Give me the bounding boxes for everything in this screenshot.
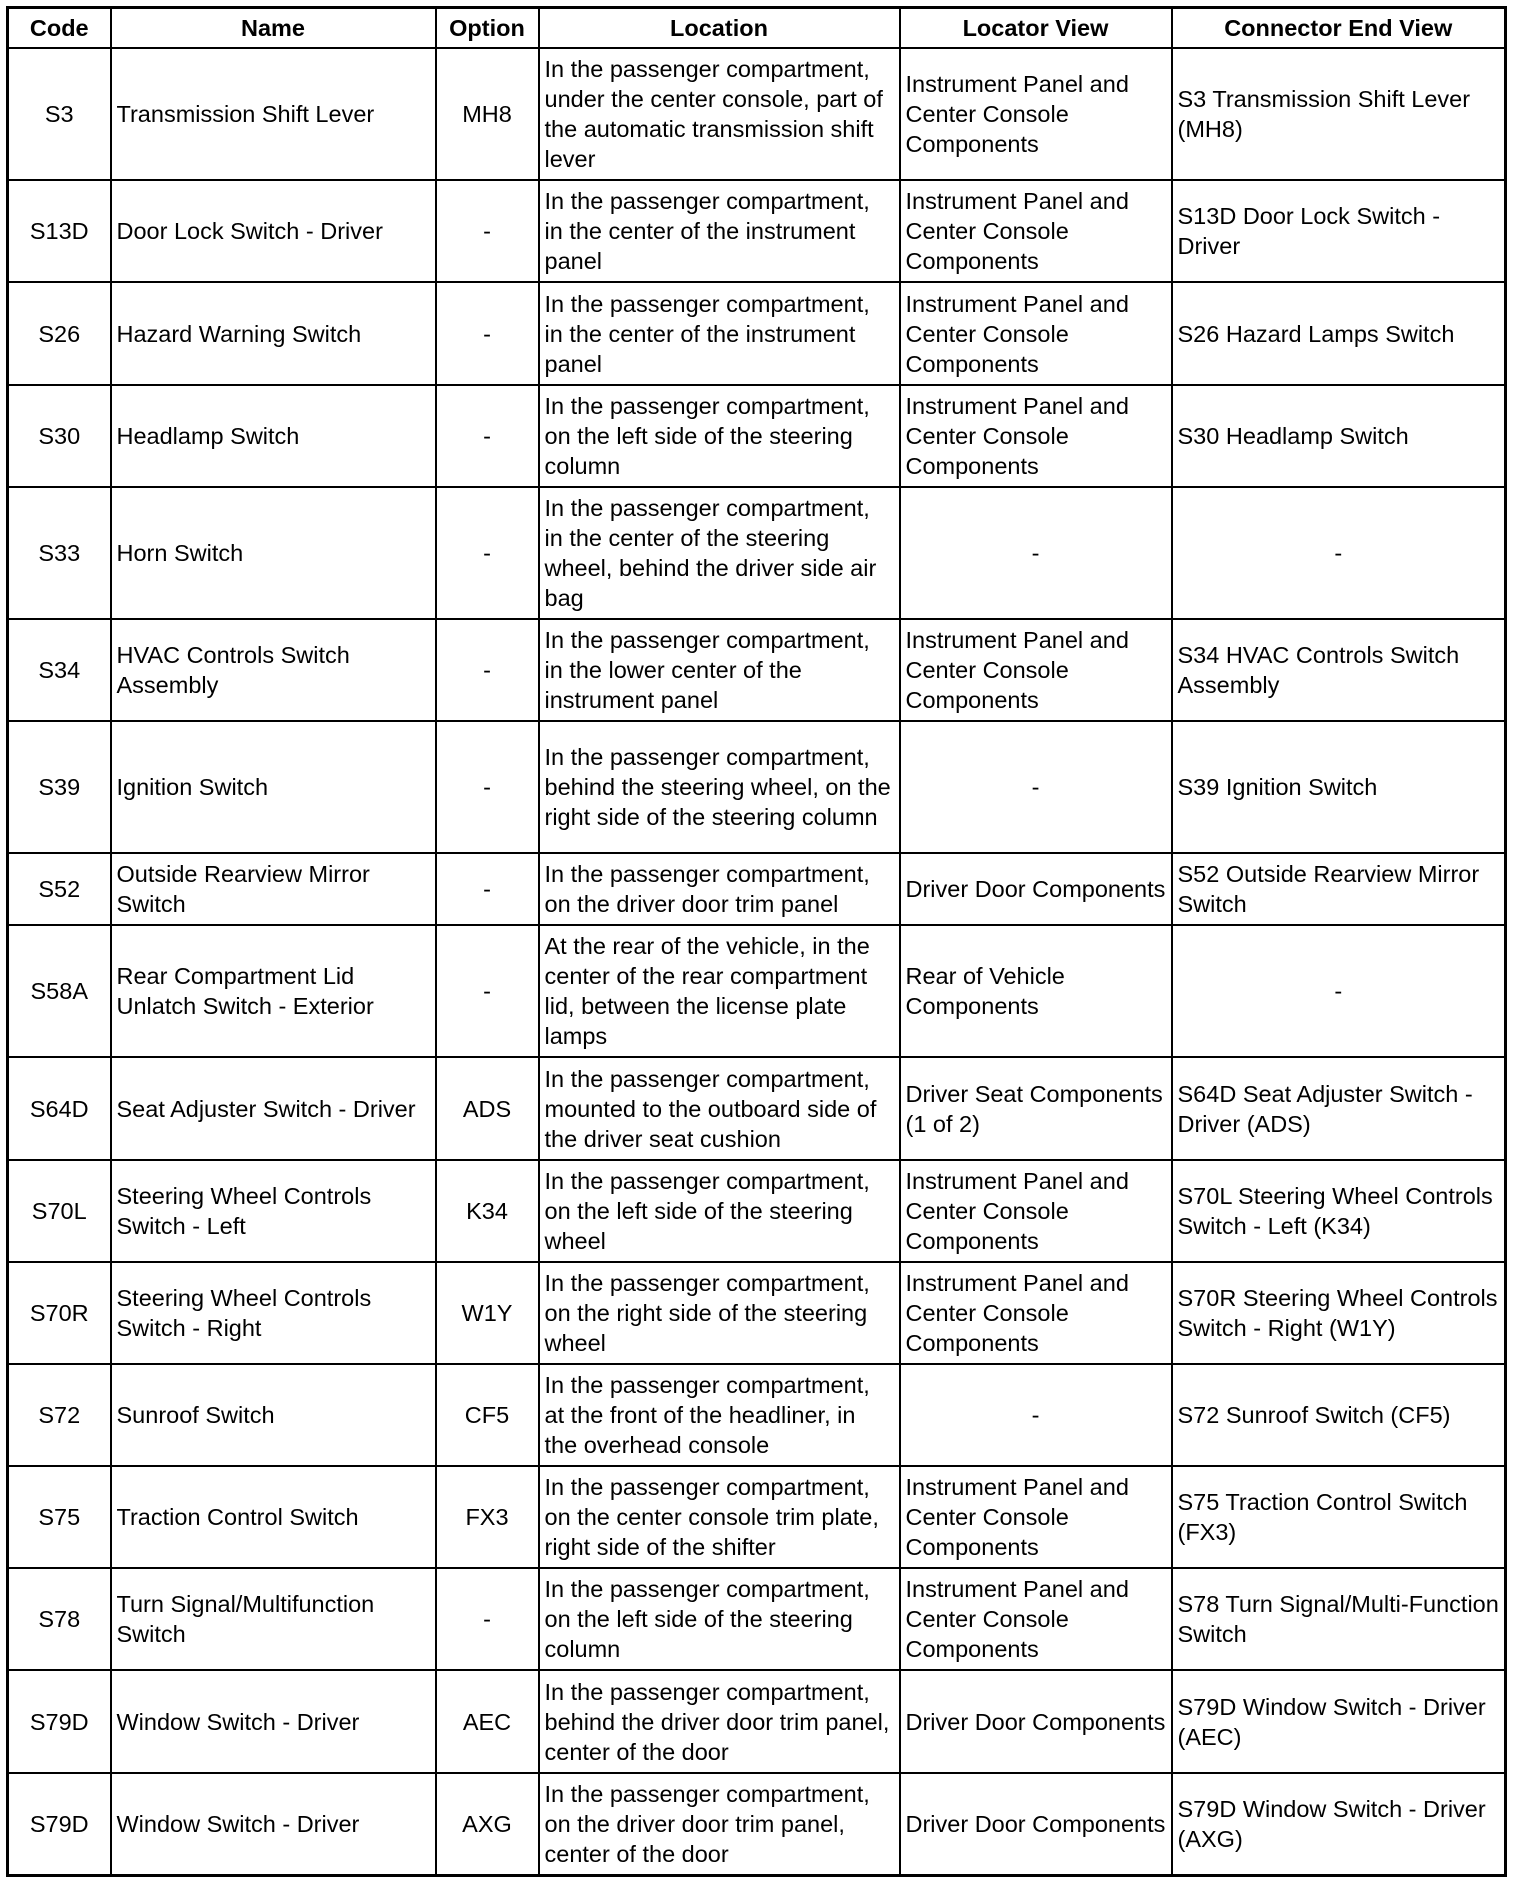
cell-code: S64D [8,1057,111,1160]
cell-code: S26 [8,282,111,385]
header-option: Option [436,8,539,49]
cell-locator-view: Instrument Panel and Center Console Components [900,1466,1172,1568]
cell-connector-end-view: S70L Steering Wheel Controls Switch - Left (K34) [1172,1160,1506,1262]
cell-locator-view: Instrument Panel and Center Console Components [900,48,1172,180]
table-row [8,1670,1506,1773]
cell-name: Window Switch - Driver [111,1773,436,1875]
cell-location: In the passenger compartment, on the right side of the steering wheel [539,1262,900,1364]
cell-locator-view: Instrument Panel and Center Console Components [900,1262,1172,1364]
cell-name: Rear Compartment Lid Unlatch Switch - Exterior [111,925,436,1057]
cell-option: - [436,1568,539,1670]
table-row [8,853,1506,925]
cell-option: AXG [436,1773,539,1875]
table-row [8,282,1506,385]
cell-code: S39 [8,721,111,853]
cell-connector-end-view: S70R Steering Wheel Controls Switch - Right (W1Y) [1172,1262,1506,1364]
cell-option: MH8 [436,48,539,180]
cell-code: S70R [8,1262,111,1364]
cell-locator-view: Instrument Panel and Center Console Components [900,619,1172,721]
cell-name: Hazard Warning Switch [111,282,436,385]
cell-location: In the passenger compartment, on the left side of the steering column [539,1568,900,1670]
cell-locator-view: Instrument Panel and Center Console Components [900,282,1172,385]
cell-name: Window Switch - Driver [111,1670,436,1773]
cell-location: In the passenger compartment, in the center of the instrument panel [539,180,900,282]
cell-locator-view: - [900,721,1172,853]
cell-option: K34 [436,1160,539,1262]
cell-location: In the passenger compartment, in the lower center of the instrument panel [539,619,900,721]
cell-locator-view: Driver Door Components [900,853,1172,925]
header-code: Code [8,8,111,49]
cell-connector-end-view: - [1172,925,1506,1057]
table-row [8,180,1506,282]
cell-locator-view: Instrument Panel and Center Console Components [900,385,1172,487]
cell-connector-end-view: S3 Transmission Shift Lever (MH8) [1172,48,1506,180]
cell-name: Door Lock Switch - Driver [111,180,436,282]
table-row [8,619,1506,721]
cell-option: - [436,925,539,1057]
cell-code: S58A [8,925,111,1057]
cell-locator-view: Instrument Panel and Center Console Components [900,1160,1172,1262]
cell-location: At the rear of the vehicle, in the center of the rear compartment lid, between the license plate lamps [539,925,900,1057]
cell-location: In the passenger compartment, at the front of the headliner, in the overhead console [539,1364,900,1466]
table-row [8,1773,1506,1875]
cell-option: FX3 [436,1466,539,1568]
component-table [6,6,1507,1877]
cell-locator-view: Instrument Panel and Center Console Components [900,1568,1172,1670]
cell-name: Horn Switch [111,487,436,619]
cell-connector-end-view: S75 Traction Control Switch (FX3) [1172,1466,1506,1568]
cell-name: Seat Adjuster Switch - Driver [111,1057,436,1160]
cell-connector-end-view: S26 Hazard Lamps Switch [1172,282,1506,385]
cell-connector-end-view: S79D Window Switch - Driver (AXG) [1172,1773,1506,1875]
table-row [8,1466,1506,1568]
cell-code: S30 [8,385,111,487]
cell-connector-end-view: S72 Sunroof Switch (CF5) [1172,1364,1506,1466]
table-row [8,385,1506,487]
cell-code: S70L [8,1160,111,1262]
cell-locator-view: Driver Seat Components (1 of 2) [900,1057,1172,1160]
cell-location: In the passenger compartment, behind the driver door trim panel, center of the door [539,1670,900,1773]
cell-option: ADS [436,1057,539,1160]
cell-code: S72 [8,1364,111,1466]
cell-connector-end-view: S34 HVAC Controls Switch Assembly [1172,619,1506,721]
cell-name: Turn Signal/Multifunction Switch [111,1568,436,1670]
table-row [8,1262,1506,1364]
cell-name: Steering Wheel Controls Switch - Left [111,1160,436,1262]
cell-locator-view: Instrument Panel and Center Console Components [900,180,1172,282]
cell-connector-end-view: S13D Door Lock Switch - Driver [1172,180,1506,282]
cell-connector-end-view: S64D Seat Adjuster Switch - Driver (ADS) [1172,1057,1506,1160]
cell-code: S3 [8,48,111,180]
cell-locator-view: Driver Door Components [900,1670,1172,1773]
cell-option: - [436,282,539,385]
cell-connector-end-view: S79D Window Switch - Driver (AEC) [1172,1670,1506,1773]
cell-option: - [436,385,539,487]
cell-name: HVAC Controls Switch Assembly [111,619,436,721]
cell-code: S34 [8,619,111,721]
header-locator-view: Locator View [900,8,1172,49]
table-row [8,1568,1506,1670]
table-row [8,721,1506,853]
cell-code: S33 [8,487,111,619]
cell-option: - [436,180,539,282]
cell-location: In the passenger compartment, on the driver door trim panel, center of the door [539,1773,900,1875]
cell-name: Ignition Switch [111,721,436,853]
header-location: Location [539,8,900,49]
cell-code: S78 [8,1568,111,1670]
table-row [8,48,1506,180]
cell-location: In the passenger compartment, on the driver door trim panel [539,853,900,925]
cell-connector-end-view: S78 Turn Signal/Multi-Function Switch [1172,1568,1506,1670]
header-row [8,8,1506,49]
cell-connector-end-view: S39 Ignition Switch [1172,721,1506,853]
cell-locator-view: - [900,487,1172,619]
cell-name: Headlamp Switch [111,385,436,487]
cell-code: S13D [8,180,111,282]
cell-location: In the passenger compartment, under the center console, part of the automatic transmission shift lever [539,48,900,180]
cell-option: CF5 [436,1364,539,1466]
cell-locator-view: Rear of Vehicle Components [900,925,1172,1057]
cell-option: - [436,487,539,619]
cell-name: Outside Rearview Mirror Switch [111,853,436,925]
table-row [8,487,1506,619]
cell-location: In the passenger compartment, mounted to the outboard side of the driver seat cushion [539,1057,900,1160]
cell-option: W1Y [436,1262,539,1364]
cell-code: S79D [8,1670,111,1773]
cell-locator-view: - [900,1364,1172,1466]
cell-name: Traction Control Switch [111,1466,436,1568]
cell-option: - [436,619,539,721]
table-row [8,1364,1506,1466]
cell-option: - [436,721,539,853]
cell-locator-view: Driver Door Components [900,1773,1172,1875]
header-connector-end-view: Connector End View [1172,8,1506,49]
header-name: Name [111,8,436,49]
cell-connector-end-view: S30 Headlamp Switch [1172,385,1506,487]
cell-location: In the passenger compartment, on the left side of the steering wheel [539,1160,900,1262]
cell-option: - [436,853,539,925]
cell-location: In the passenger compartment, in the center of the instrument panel [539,282,900,385]
cell-location: In the passenger compartment, on the left side of the steering column [539,385,900,487]
cell-name: Transmission Shift Lever [111,48,436,180]
cell-connector-end-view: - [1172,487,1506,619]
cell-name: Steering Wheel Controls Switch - Right [111,1262,436,1364]
table-row [8,925,1506,1057]
cell-location: In the passenger compartment, behind the steering wheel, on the right side of the steering column [539,721,900,853]
table-row [8,1160,1506,1262]
cell-code: S79D [8,1773,111,1875]
cell-connector-end-view: S52 Outside Rearview Mirror Switch [1172,853,1506,925]
cell-code: S75 [8,1466,111,1568]
cell-location: In the passenger compartment, on the center console trim plate, right side of the shifter [539,1466,900,1568]
cell-option: AEC [436,1670,539,1773]
cell-code: S52 [8,853,111,925]
cell-location: In the passenger compartment, in the center of the steering wheel, behind the driver side air bag [539,487,900,619]
cell-name: Sunroof Switch [111,1364,436,1466]
table-row [8,1057,1506,1160]
